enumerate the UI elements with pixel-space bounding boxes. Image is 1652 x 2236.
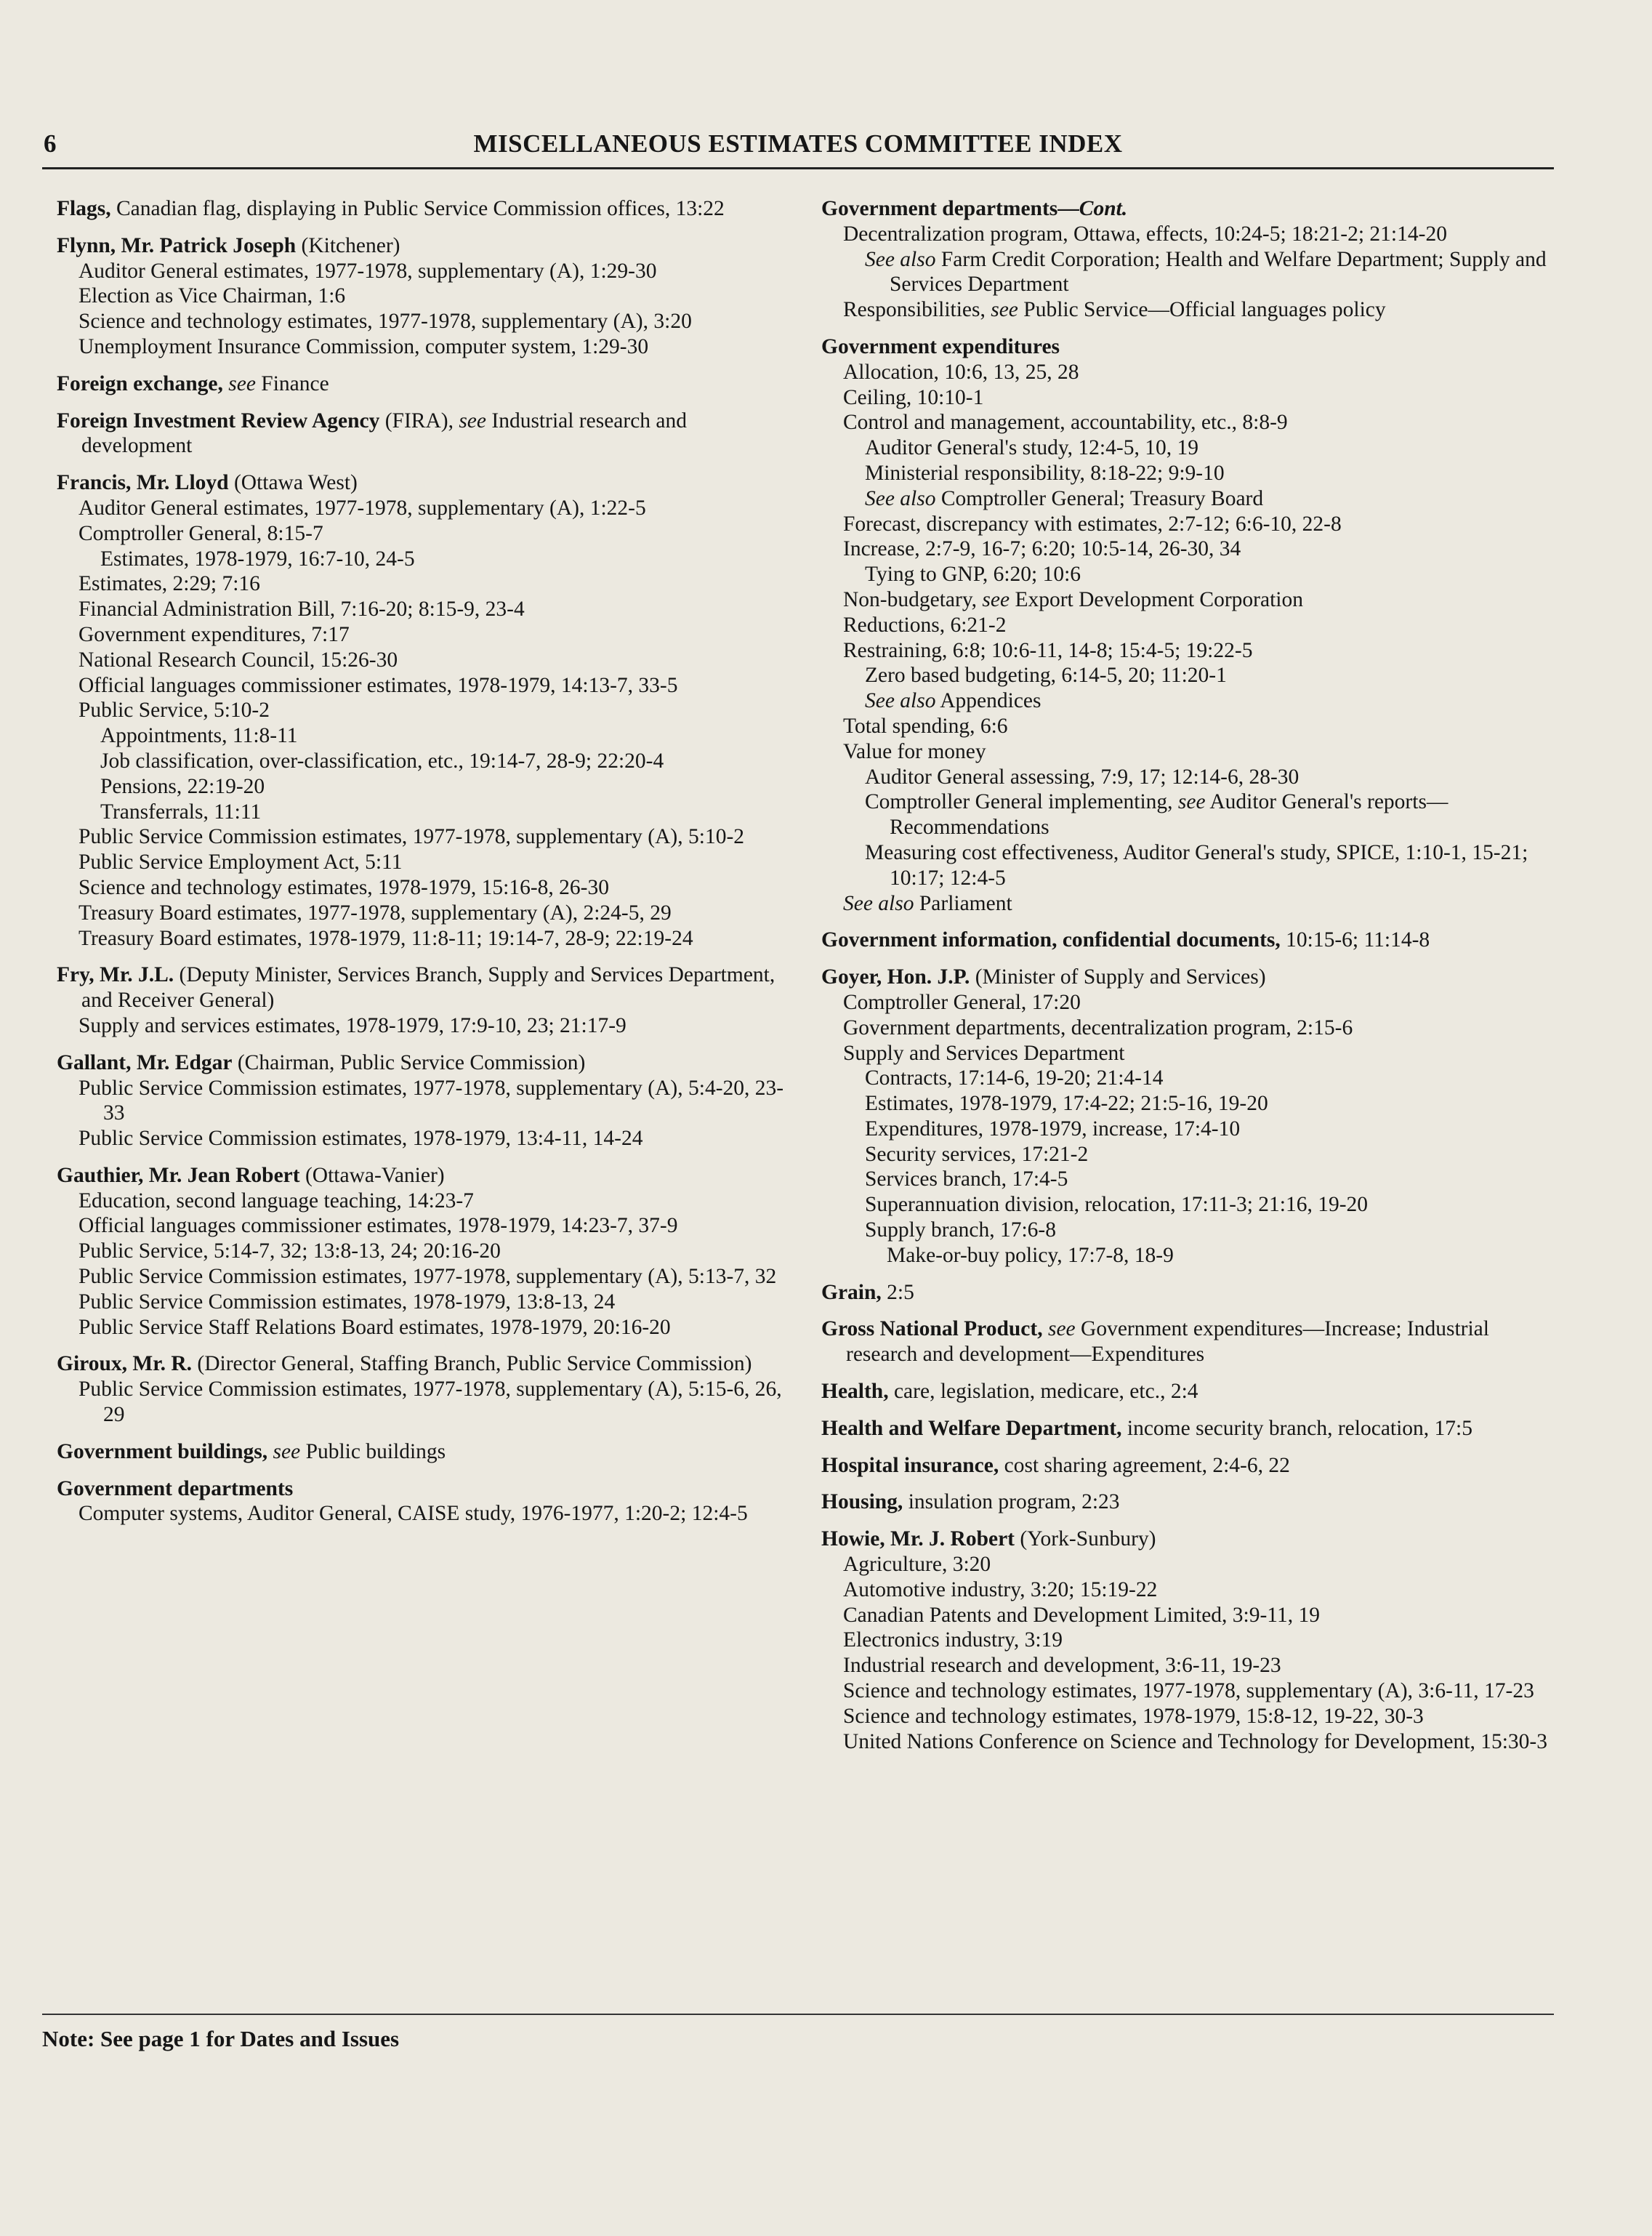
footer-note: Note: See page 1 for Dates and Issues xyxy=(42,2026,400,2051)
index-entry xyxy=(821,1527,1555,1754)
index-entry xyxy=(821,1416,1555,1441)
entry-text: Farm Credit Corporation; Health and Welfare Department; Supply and Services Department xyxy=(890,247,1547,297)
entry-subline xyxy=(821,990,1555,1016)
entry-heading-line xyxy=(57,962,794,1013)
entry-heading-line xyxy=(821,1416,1555,1441)
entry-subline xyxy=(57,622,794,648)
entry-heading-line xyxy=(821,1379,1555,1404)
entry-subline xyxy=(821,765,1555,790)
entry-text: Contracts, 17:14-6, 19-20; 21:4-14 xyxy=(865,1066,1164,1090)
entry-subline xyxy=(57,774,794,800)
entry-subline xyxy=(57,673,794,699)
entry-text: Comptroller General, 8:15-7 xyxy=(78,521,323,545)
entry-headword: Gross National Product, xyxy=(821,1317,1043,1341)
entry-text: Total spending, 6:6 xyxy=(843,714,1008,738)
entry-subline xyxy=(57,1239,794,1264)
entry-text: Automotive industry, 3:20; 15:19-22 xyxy=(843,1577,1158,1601)
entry-headword: Hospital insurance, xyxy=(821,1453,999,1477)
entry-subline xyxy=(821,840,1555,891)
entry-subline xyxy=(57,1013,794,1039)
entry-text: Allocation, 10:6, 13, 25, 28 xyxy=(843,360,1079,384)
see-reference: see xyxy=(1042,1317,1076,1341)
entry-text: Government expenditures, 7:17 xyxy=(78,622,350,646)
index-entry xyxy=(57,196,794,222)
entry-subline xyxy=(57,496,794,521)
entry-text: Public Service Commission estimates, 1977-1978, supplementary (A), 5:10-2 xyxy=(78,825,745,849)
entry-subline xyxy=(821,1142,1555,1167)
entry-text: Appointments, 11:8-11 xyxy=(100,724,298,748)
entry-text: (Kitchener) xyxy=(296,233,400,257)
entry-subline xyxy=(57,1264,794,1290)
see-reference: see xyxy=(459,409,486,433)
entry-text: Restraining, 6:8; 10:6-11, 14-8; 15:4-5; 19:22-5 xyxy=(843,638,1253,662)
entry-subline xyxy=(821,1552,1555,1577)
right-column xyxy=(821,196,1555,1754)
header-rule xyxy=(42,167,1554,169)
index-entry xyxy=(57,1163,794,1340)
entry-text: Services branch, 17:4-5 xyxy=(865,1167,1068,1191)
index-entry xyxy=(821,1453,1555,1479)
see-reference: see xyxy=(267,1439,301,1463)
entry-text: (Ottawa West) xyxy=(228,471,358,495)
entry-heading-line xyxy=(57,470,794,496)
entry-text: United Nations Conference on Science and Technology for Development, 15:30-3 xyxy=(843,1729,1547,1753)
index-entry xyxy=(821,1379,1555,1404)
left-column xyxy=(57,196,794,1527)
entry-text: Appendices xyxy=(935,689,1041,713)
entry-headword: Flags, xyxy=(57,197,111,220)
entry-text: (Ottawa-Vanier) xyxy=(299,1163,445,1187)
entry-headword: Government buildings, xyxy=(57,1439,268,1463)
entry-heading-line xyxy=(57,196,794,222)
entry-headword: Gauthier, Mr. Jean Robert xyxy=(57,1163,300,1187)
entry-subline xyxy=(821,1603,1555,1628)
entry-text: (FIRA), xyxy=(379,409,459,433)
see-reference: See also xyxy=(865,486,936,510)
entry-subline xyxy=(57,571,794,597)
entry-text: Decentralization program, Ottawa, effects, 10:24-5; 18:21-2; 21:14-20 xyxy=(843,222,1447,246)
entry-subline xyxy=(821,1066,1555,1091)
entry-subline xyxy=(57,1126,794,1151)
entry-heading-line xyxy=(57,1476,794,1502)
see-reference: see xyxy=(222,371,256,395)
continued-marker: Cont. xyxy=(1079,197,1128,220)
entry-heading-line xyxy=(821,1316,1555,1367)
entry-subline xyxy=(821,1218,1555,1243)
entry-text: (York-Sunbury) xyxy=(1015,1527,1156,1551)
entry-subline xyxy=(57,901,794,926)
entry-subline xyxy=(821,385,1555,411)
entry-text: Treasury Board estimates, 1978-1979, 11:8-11; 19:14-7, 28-9; 22:19-24 xyxy=(78,926,693,950)
entry-subline xyxy=(821,891,1555,917)
entry-subline xyxy=(821,461,1555,486)
entry-text: Estimates, 2:29; 7:16 xyxy=(78,572,260,596)
entry-subline xyxy=(57,1501,794,1527)
entry-subline xyxy=(57,259,794,284)
page-number: 6 xyxy=(44,129,57,158)
entry-text: Public Service Staff Relations Board estimates, 1978-1979, 20:16-20 xyxy=(78,1315,671,1339)
entry-text: Zero based budgeting, 6:14-5, 20; 11:20-1 xyxy=(865,664,1227,688)
entry-text: Transferrals, 11:11 xyxy=(100,800,262,824)
entry-text: Supply branch, 17:6-8 xyxy=(865,1218,1057,1242)
entry-headword: Government departments xyxy=(57,1476,294,1500)
entry-heading-line xyxy=(821,1280,1555,1306)
entry-subline xyxy=(821,714,1555,739)
entry-subline xyxy=(821,222,1555,247)
entry-text: Financial Administration Bill, 7:16-20; 8:15-9, 23-4 xyxy=(78,598,525,622)
entry-text: Forecast, discrepancy with estimates, 2:7-12; 6:6-10, 22-8 xyxy=(843,512,1342,536)
entry-subline xyxy=(821,613,1555,638)
entry-heading-line xyxy=(57,371,794,397)
entry-headword: Foreign Investment Review Agency xyxy=(57,409,380,433)
footer-rule xyxy=(42,2014,1554,2015)
entry-heading-line xyxy=(821,1527,1555,1552)
entry-headword: Goyer, Hon. J.P. xyxy=(821,965,970,989)
entry-text: Industrial research and development, 3:6-11, 19-23 xyxy=(843,1654,1281,1678)
entry-text: Comptroller General implementing, xyxy=(865,790,1178,814)
entry-subline xyxy=(57,547,794,572)
index-entry xyxy=(57,1050,794,1151)
entry-subline xyxy=(821,247,1555,298)
index-entry xyxy=(821,928,1555,953)
entry-text: Science and technology estimates, 1978-1979, 15:16-8, 26-30 xyxy=(78,875,609,899)
entry-text: Value for money xyxy=(843,739,986,763)
entry-text: (Deputy Minister, Services Branch, Supply and Services Department, and Receiver General) xyxy=(81,963,775,1013)
index-entry xyxy=(57,409,794,459)
entry-text: Reductions, 6:21-2 xyxy=(843,613,1007,637)
entry-subline xyxy=(821,1167,1555,1192)
entry-subline xyxy=(57,800,794,825)
entry-text: Public Service Commission estimates, 1977-1978, supplementary (A), 5:15-6, 26, 29 xyxy=(78,1378,782,1427)
index-entry xyxy=(57,470,794,951)
entry-subline xyxy=(821,1091,1555,1117)
entry-text: Parliament xyxy=(914,891,1012,915)
entry-text: Security services, 17:21-2 xyxy=(865,1142,1089,1166)
entry-subline xyxy=(821,562,1555,587)
entry-text: Export Development Corporation xyxy=(1010,587,1303,611)
entry-text: Pensions, 22:19-20 xyxy=(100,774,265,798)
entry-text: Government departments, decentralization program, 2:15-6 xyxy=(843,1016,1353,1039)
entry-subline xyxy=(821,1678,1555,1704)
index-entry xyxy=(821,1316,1555,1367)
entry-subline xyxy=(821,410,1555,435)
entry-subline xyxy=(821,360,1555,385)
entry-subline xyxy=(57,926,794,952)
entry-headword: Grain, xyxy=(821,1280,882,1304)
entry-text: Official languages commissioner estimates, 1978-1979, 14:23-7, 37-9 xyxy=(78,1214,678,1238)
entry-text: Government expenditures—Increase; Industrial research and development—Expenditures xyxy=(846,1317,1489,1367)
entry-heading-line xyxy=(57,233,794,259)
page-header xyxy=(42,122,1554,166)
entry-text: (Director General, Staffing Branch, Public Service Commission) xyxy=(192,1352,752,1376)
entry-subline xyxy=(57,648,794,673)
entry-subline xyxy=(821,1653,1555,1678)
entry-text: Science and technology estimates, 1978-1979, 15:8-12, 19-22, 30-3 xyxy=(843,1704,1424,1728)
entry-text: Public Service Commission estimates, 1977-1978, supplementary (A), 5:13-7, 32 xyxy=(78,1265,777,1289)
see-reference: See also xyxy=(865,247,936,271)
entry-text: insulation program, 2:23 xyxy=(903,1490,1120,1514)
index-entry xyxy=(57,1476,794,1527)
entry-text: Agriculture, 3:20 xyxy=(843,1553,991,1577)
entry-subline xyxy=(57,1189,794,1214)
entry-subline xyxy=(821,1016,1555,1041)
entry-text: Public Service Employment Act, 5:11 xyxy=(78,850,403,874)
entry-heading-line xyxy=(57,1163,794,1189)
entry-subline xyxy=(821,789,1555,840)
entry-text: Comptroller General; Treasury Board xyxy=(935,486,1264,510)
entry-subline xyxy=(57,1315,794,1340)
entry-text: Non-budgetary, xyxy=(843,587,983,611)
see-reference: see xyxy=(982,587,1010,611)
see-reference: see xyxy=(991,298,1018,322)
entry-subline xyxy=(57,1377,794,1428)
entry-text: Public Service, 5:14-7, 32; 13:8-13, 24; 20:16-20 xyxy=(78,1239,501,1263)
entry-text: Public Service Commission estimates, 1977-1978, supplementary (A), 5:4-20, 23-33 xyxy=(78,1076,784,1125)
entry-subline xyxy=(821,512,1555,537)
entry-subline xyxy=(57,309,794,334)
entry-text: Estimates, 1978-1979, 16:7-10, 24-5 xyxy=(100,547,415,571)
entry-headword: Health, xyxy=(821,1380,889,1404)
entry-text: Unemployment Insurance Commission, computer system, 1:29-30 xyxy=(78,334,649,358)
entry-subline xyxy=(821,297,1555,323)
entry-text: Auditor General's study, 12:4-5, 10, 19 xyxy=(865,436,1198,460)
entry-text: Public Service—Official languages policy xyxy=(1018,298,1386,322)
entry-text: (Chairman, Public Service Commission) xyxy=(232,1050,586,1074)
entry-subline xyxy=(57,521,794,547)
index-entry xyxy=(57,233,794,360)
entry-heading-line xyxy=(821,1489,1555,1515)
entry-subline xyxy=(821,638,1555,664)
index-entry xyxy=(57,1351,794,1427)
entry-text: Auditor General's reports—Recommendations xyxy=(890,790,1448,840)
entry-text: Ministerial responsibility, 8:18-22; 9:9-10 xyxy=(865,461,1225,485)
entry-headword: Fry, Mr. J.L. xyxy=(57,963,174,987)
entry-headword: Howie, Mr. J. Robert xyxy=(821,1527,1015,1551)
entry-text: Canadian flag, displaying in Public Service Commission offices, 13:22 xyxy=(110,197,725,220)
see-reference: See also xyxy=(865,689,936,713)
entry-text: care, legislation, medicare, etc., 2:4 xyxy=(888,1380,1198,1404)
entry-subline xyxy=(821,663,1555,688)
entry-text: Science and technology estimates, 1977-1978, supplementary (A), 3:20 xyxy=(78,310,692,334)
entry-text: 10:15-6; 11:14-8 xyxy=(1280,928,1430,952)
index-entry xyxy=(821,1489,1555,1515)
entry-headword: Government expenditures xyxy=(821,334,1060,358)
entry-subline xyxy=(821,1704,1555,1729)
index-entry xyxy=(57,371,794,397)
entry-heading-line xyxy=(821,1453,1555,1479)
entry-text: Job classification, over-classification, etc., 19:14-7, 28-9; 22:20-4 xyxy=(100,749,664,773)
entry-text: Auditor General estimates, 1977-1978, supplementary (A), 1:22-5 xyxy=(78,496,646,520)
entry-text: Public buildings xyxy=(300,1439,446,1463)
entry-text: Make-or-buy policy, 17:7-8, 18-9 xyxy=(887,1243,1174,1267)
entry-subline xyxy=(57,723,794,749)
entry-text: Measuring cost effectiveness, Auditor General's study, SPICE, 1:10-1, 15-21; 10:17; 12:4-5 xyxy=(865,840,1528,890)
entry-subline xyxy=(821,435,1555,461)
entry-heading-line xyxy=(821,928,1555,953)
entry-text: Computer systems, Auditor General, CAISE study, 1976-1977, 1:20-2; 12:4-5 xyxy=(78,1502,748,1526)
entry-headword: Foreign exchange, xyxy=(57,371,223,395)
entry-text: National Research Council, 15:26-30 xyxy=(78,648,398,672)
entry-subline xyxy=(57,749,794,774)
entry-text: cost sharing agreement, 2:4-6, 22 xyxy=(999,1453,1290,1477)
entry-subline xyxy=(57,850,794,875)
entry-text: Public Service, 5:10-2 xyxy=(78,699,270,723)
index-entry xyxy=(821,965,1555,1268)
entry-text: Supply and services estimates, 1978-1979, 17:9-10, 23; 21:17-9 xyxy=(78,1013,626,1037)
entry-subline xyxy=(57,1213,794,1239)
entry-text: Responsibilities, xyxy=(843,298,991,322)
entry-headword: Giroux, Mr. R. xyxy=(57,1352,193,1376)
entry-text: (Minister of Supply and Services) xyxy=(970,965,1266,989)
entry-subline xyxy=(821,587,1555,613)
entry-heading-line xyxy=(57,409,794,459)
entry-subline xyxy=(821,1628,1555,1653)
entry-text: Ceiling, 10:10-1 xyxy=(843,385,984,409)
entry-headword: Housing, xyxy=(821,1490,903,1514)
entry-text: Finance xyxy=(255,371,329,395)
entry-subline xyxy=(57,334,794,360)
entry-subline xyxy=(821,1041,1555,1066)
index-entry xyxy=(821,196,1555,323)
entry-text: Official languages commissioner estimates, 1978-1979, 14:13-7, 33-5 xyxy=(78,673,678,697)
entry-text: income security branch, relocation, 17:5 xyxy=(1121,1416,1473,1440)
entry-text: Increase, 2:7-9, 16-7; 6:20; 10:5-14, 26-30, 34 xyxy=(843,537,1241,561)
entry-heading-line xyxy=(57,1439,794,1465)
entry-text: Public Service Commission estimates, 1978-1979, 13:8-13, 24 xyxy=(78,1290,616,1314)
entry-subline xyxy=(57,1076,794,1127)
entry-text: Canadian Patents and Development Limited, 3:9-11, 19 xyxy=(843,1603,1320,1627)
entry-text: Expenditures, 1978-1979, increase, 17:4-10 xyxy=(865,1117,1241,1141)
entry-text: Control and management, accountability, etc., 8:8-9 xyxy=(843,411,1288,435)
entry-text: Public Service Commission estimates, 1978-1979, 13:4-11, 14-24 xyxy=(78,1127,643,1151)
entry-text: Superannuation division, relocation, 17:11-3; 21:16, 19-20 xyxy=(865,1193,1369,1217)
entry-headword: Gallant, Mr. Edgar xyxy=(57,1050,233,1074)
see-reference: See also xyxy=(843,891,914,915)
index-entry xyxy=(821,334,1555,916)
entry-headword: Health and Welfare Department, xyxy=(821,1416,1122,1440)
entry-heading-line xyxy=(821,196,1555,222)
entry-text: Supply and Services Department xyxy=(843,1041,1125,1065)
entry-headword: Flynn, Mr. Patrick Joseph xyxy=(57,233,297,257)
entry-subline xyxy=(821,1243,1555,1268)
entry-text: Auditor General assessing, 7:9, 17; 12:14-6, 28-30 xyxy=(865,765,1300,789)
entry-text: Treasury Board estimates, 1977-1978, supplementary (A), 2:24-5, 29 xyxy=(78,901,672,925)
index-entry xyxy=(57,1439,794,1465)
entry-heading-line xyxy=(821,334,1555,360)
entry-subline xyxy=(821,536,1555,562)
entry-subline xyxy=(57,1290,794,1315)
entry-text: Comptroller General, 17:20 xyxy=(843,990,1081,1014)
entry-subline xyxy=(821,739,1555,765)
index-entry xyxy=(821,1280,1555,1306)
entry-subline xyxy=(821,1729,1555,1755)
entry-heading-line xyxy=(821,965,1555,990)
entry-subline xyxy=(57,283,794,309)
entry-text: Electronics industry, 3:19 xyxy=(843,1628,1063,1652)
entry-text: Election as Vice Chairman, 1:6 xyxy=(78,284,346,308)
entry-subline xyxy=(57,597,794,622)
entry-subline xyxy=(821,1117,1555,1142)
entry-heading-line xyxy=(57,1351,794,1377)
entry-headword: Government information, confidential documents, xyxy=(821,928,1281,952)
entry-subline xyxy=(821,688,1555,714)
index-entry xyxy=(57,962,794,1038)
entry-headword: Government departments— xyxy=(821,197,1079,220)
entry-text: Tying to GNP, 6:20; 10:6 xyxy=(865,563,1081,587)
entry-subline xyxy=(821,1192,1555,1218)
page-title: MISCELLANEOUS ESTIMATES COMMITTEE INDEX xyxy=(473,129,1123,158)
entry-text: 2:5 xyxy=(881,1280,914,1304)
entry-headword: Francis, Mr. Lloyd xyxy=(57,471,229,495)
see-reference: see xyxy=(1177,790,1206,814)
entry-subline xyxy=(57,824,794,850)
entry-subline xyxy=(57,875,794,901)
entry-heading-line xyxy=(57,1050,794,1076)
entry-text: Science and technology estimates, 1977-1978, supplementary (A), 3:6-11, 17-23 xyxy=(843,1679,1534,1703)
entry-text: Estimates, 1978-1979, 17:4-22; 21:5-16, 19-20 xyxy=(865,1092,1268,1116)
entry-text: Auditor General estimates, 1977-1978, supplementary (A), 1:29-30 xyxy=(78,259,657,283)
entry-subline xyxy=(57,698,794,723)
entry-text: Education, second language teaching, 14:23-7 xyxy=(78,1189,474,1212)
entry-subline xyxy=(821,1577,1555,1603)
entry-text: Industrial research and development xyxy=(81,409,688,458)
entry-subline xyxy=(821,486,1555,512)
